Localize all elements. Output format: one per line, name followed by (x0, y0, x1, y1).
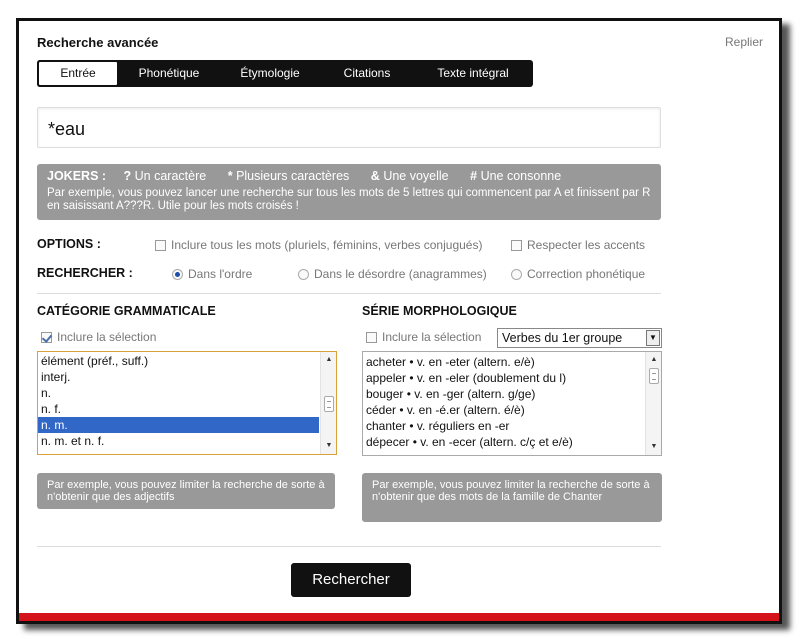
mode-phonetique[interactable] (511, 267, 645, 281)
scroll-up-icon[interactable]: ▲ (650, 356, 658, 363)
jokers-legend (47, 169, 651, 183)
serie-select[interactable] (497, 328, 662, 348)
categorie-title: CATÉGORIE GRAMMATICALE (37, 304, 216, 318)
serie-listbox[interactable] (362, 351, 662, 456)
checkbox[interactable] (511, 240, 522, 251)
list-item[interactable]: n. f. (41, 402, 62, 416)
tab-etymologie[interactable]: Étymologie (240, 66, 300, 80)
option-include-all[interactable] (155, 238, 482, 252)
option-accents-label: Respecter les accents (527, 238, 646, 252)
categorie-include-label: Inclure la sélection (57, 330, 157, 344)
list-item-selected[interactable]: n. m. (38, 417, 319, 433)
joker-text: Une consonne (480, 169, 562, 183)
list-item[interactable]: dépecer • v. en -ecer (altern. c/ç et e/è) (366, 435, 573, 449)
list-item[interactable]: n. (41, 386, 52, 400)
search-button[interactable]: Rechercher (291, 563, 411, 597)
list-item[interactable]: interj. (41, 370, 71, 384)
list-item[interactable]: bouger • v. en -ger (altern. g/ge) (366, 387, 536, 401)
tab-citations[interactable]: Citations (343, 66, 391, 80)
jokers-title: JOKERS : (47, 169, 107, 183)
checkbox[interactable] (41, 332, 52, 343)
option-include-all-label: Inclure tous les mots (pluriels, féminins, verbes conjugués) (171, 238, 483, 252)
checkbox[interactable] (366, 332, 377, 343)
joker-symbol: & (370, 169, 380, 183)
tab-texte-integral[interactable]: Texte intégral (437, 66, 509, 80)
joker-symbol: ? (123, 169, 132, 183)
scroll-down-icon[interactable]: ▼ (650, 443, 658, 450)
search-input[interactable]: *eau (37, 107, 661, 148)
radio-button[interactable] (298, 269, 309, 280)
joker-text: Un caractère (134, 169, 207, 183)
tab-phonetique[interactable]: Phonétique (138, 66, 200, 80)
scrollbar[interactable] (645, 352, 661, 455)
jokers-help (37, 164, 661, 220)
joker-text: Une voyelle (383, 169, 449, 183)
list-item[interactable]: acheter • v. en -eter (altern. e/è) (366, 355, 535, 369)
divider (37, 546, 661, 547)
mode-anagrammes-label: Dans le désordre (anagrammes) (314, 267, 487, 281)
divider (37, 293, 661, 294)
categorie-tip: Par exemple, vous pouvez limiter la recherche de sorte à n'obtenir que des adjectifs (37, 473, 335, 509)
advanced-search-panel (16, 18, 782, 624)
panel-title: Recherche avancée (37, 35, 159, 50)
options-label: OPTIONS : (37, 237, 101, 251)
option-accents[interactable] (511, 238, 645, 252)
tab-entree[interactable]: Entrée (37, 60, 119, 87)
joker-text: Plusieurs caractères (236, 169, 350, 183)
jokers-example: Par exemple, vous pouvez lancer une recherche sur tous les mots de 5 lettres qui commencent par A et finissent par R en saisissant A???R. Utile pour les mots croisés ! (47, 187, 651, 212)
joker-symbol: * (227, 169, 233, 183)
scrollbar[interactable] (320, 352, 336, 454)
mode-anagrammes[interactable] (298, 267, 487, 281)
list-item[interactable]: céder • v. en -é.er (altern. é/è) (366, 403, 525, 417)
serie-include[interactable] (366, 330, 481, 344)
list-item[interactable]: n. m. et n. f. (41, 434, 105, 448)
radio-button[interactable] (172, 269, 183, 280)
list-item[interactable]: chanter • v. réguliers en -er (366, 419, 510, 433)
categorie-include[interactable] (41, 330, 156, 344)
scroll-up-icon[interactable]: ▲ (325, 356, 333, 363)
mode-ordre-label: Dans l'ordre (188, 267, 253, 281)
joker-symbol: # (470, 169, 478, 183)
list-item[interactable]: appeler • v. en -eler (doublement du l) (366, 371, 567, 385)
categorie-listbox[interactable] (37, 351, 337, 455)
serie-title: SÉRIE MORPHOLOGIQUE (362, 304, 517, 318)
rechercher-label: RECHERCHER : (37, 266, 133, 280)
serie-select-value: Verbes du 1er groupe (502, 331, 623, 345)
scroll-thumb[interactable] (649, 368, 659, 384)
mode-ordre[interactable] (172, 267, 252, 281)
checkbox[interactable] (155, 240, 166, 251)
list-item[interactable]: élément (préf., suff.) (41, 354, 149, 368)
serie-tip: Par exemple, vous pouvez limiter la recherche de sorte à n'obtenir que des mots de la famille de Chanter (362, 473, 662, 522)
scroll-thumb[interactable] (324, 396, 334, 412)
footer-red-bar (19, 613, 779, 621)
chevron-down-icon[interactable]: ▼ (646, 330, 660, 346)
radio-button[interactable] (511, 269, 522, 280)
serie-include-label: Inclure la sélection (382, 330, 482, 344)
search-tabs (37, 60, 533, 87)
scroll-down-icon[interactable]: ▼ (325, 442, 333, 449)
mode-phonetique-label: Correction phonétique (527, 267, 646, 281)
collapse-link[interactable]: Replier (724, 35, 763, 49)
